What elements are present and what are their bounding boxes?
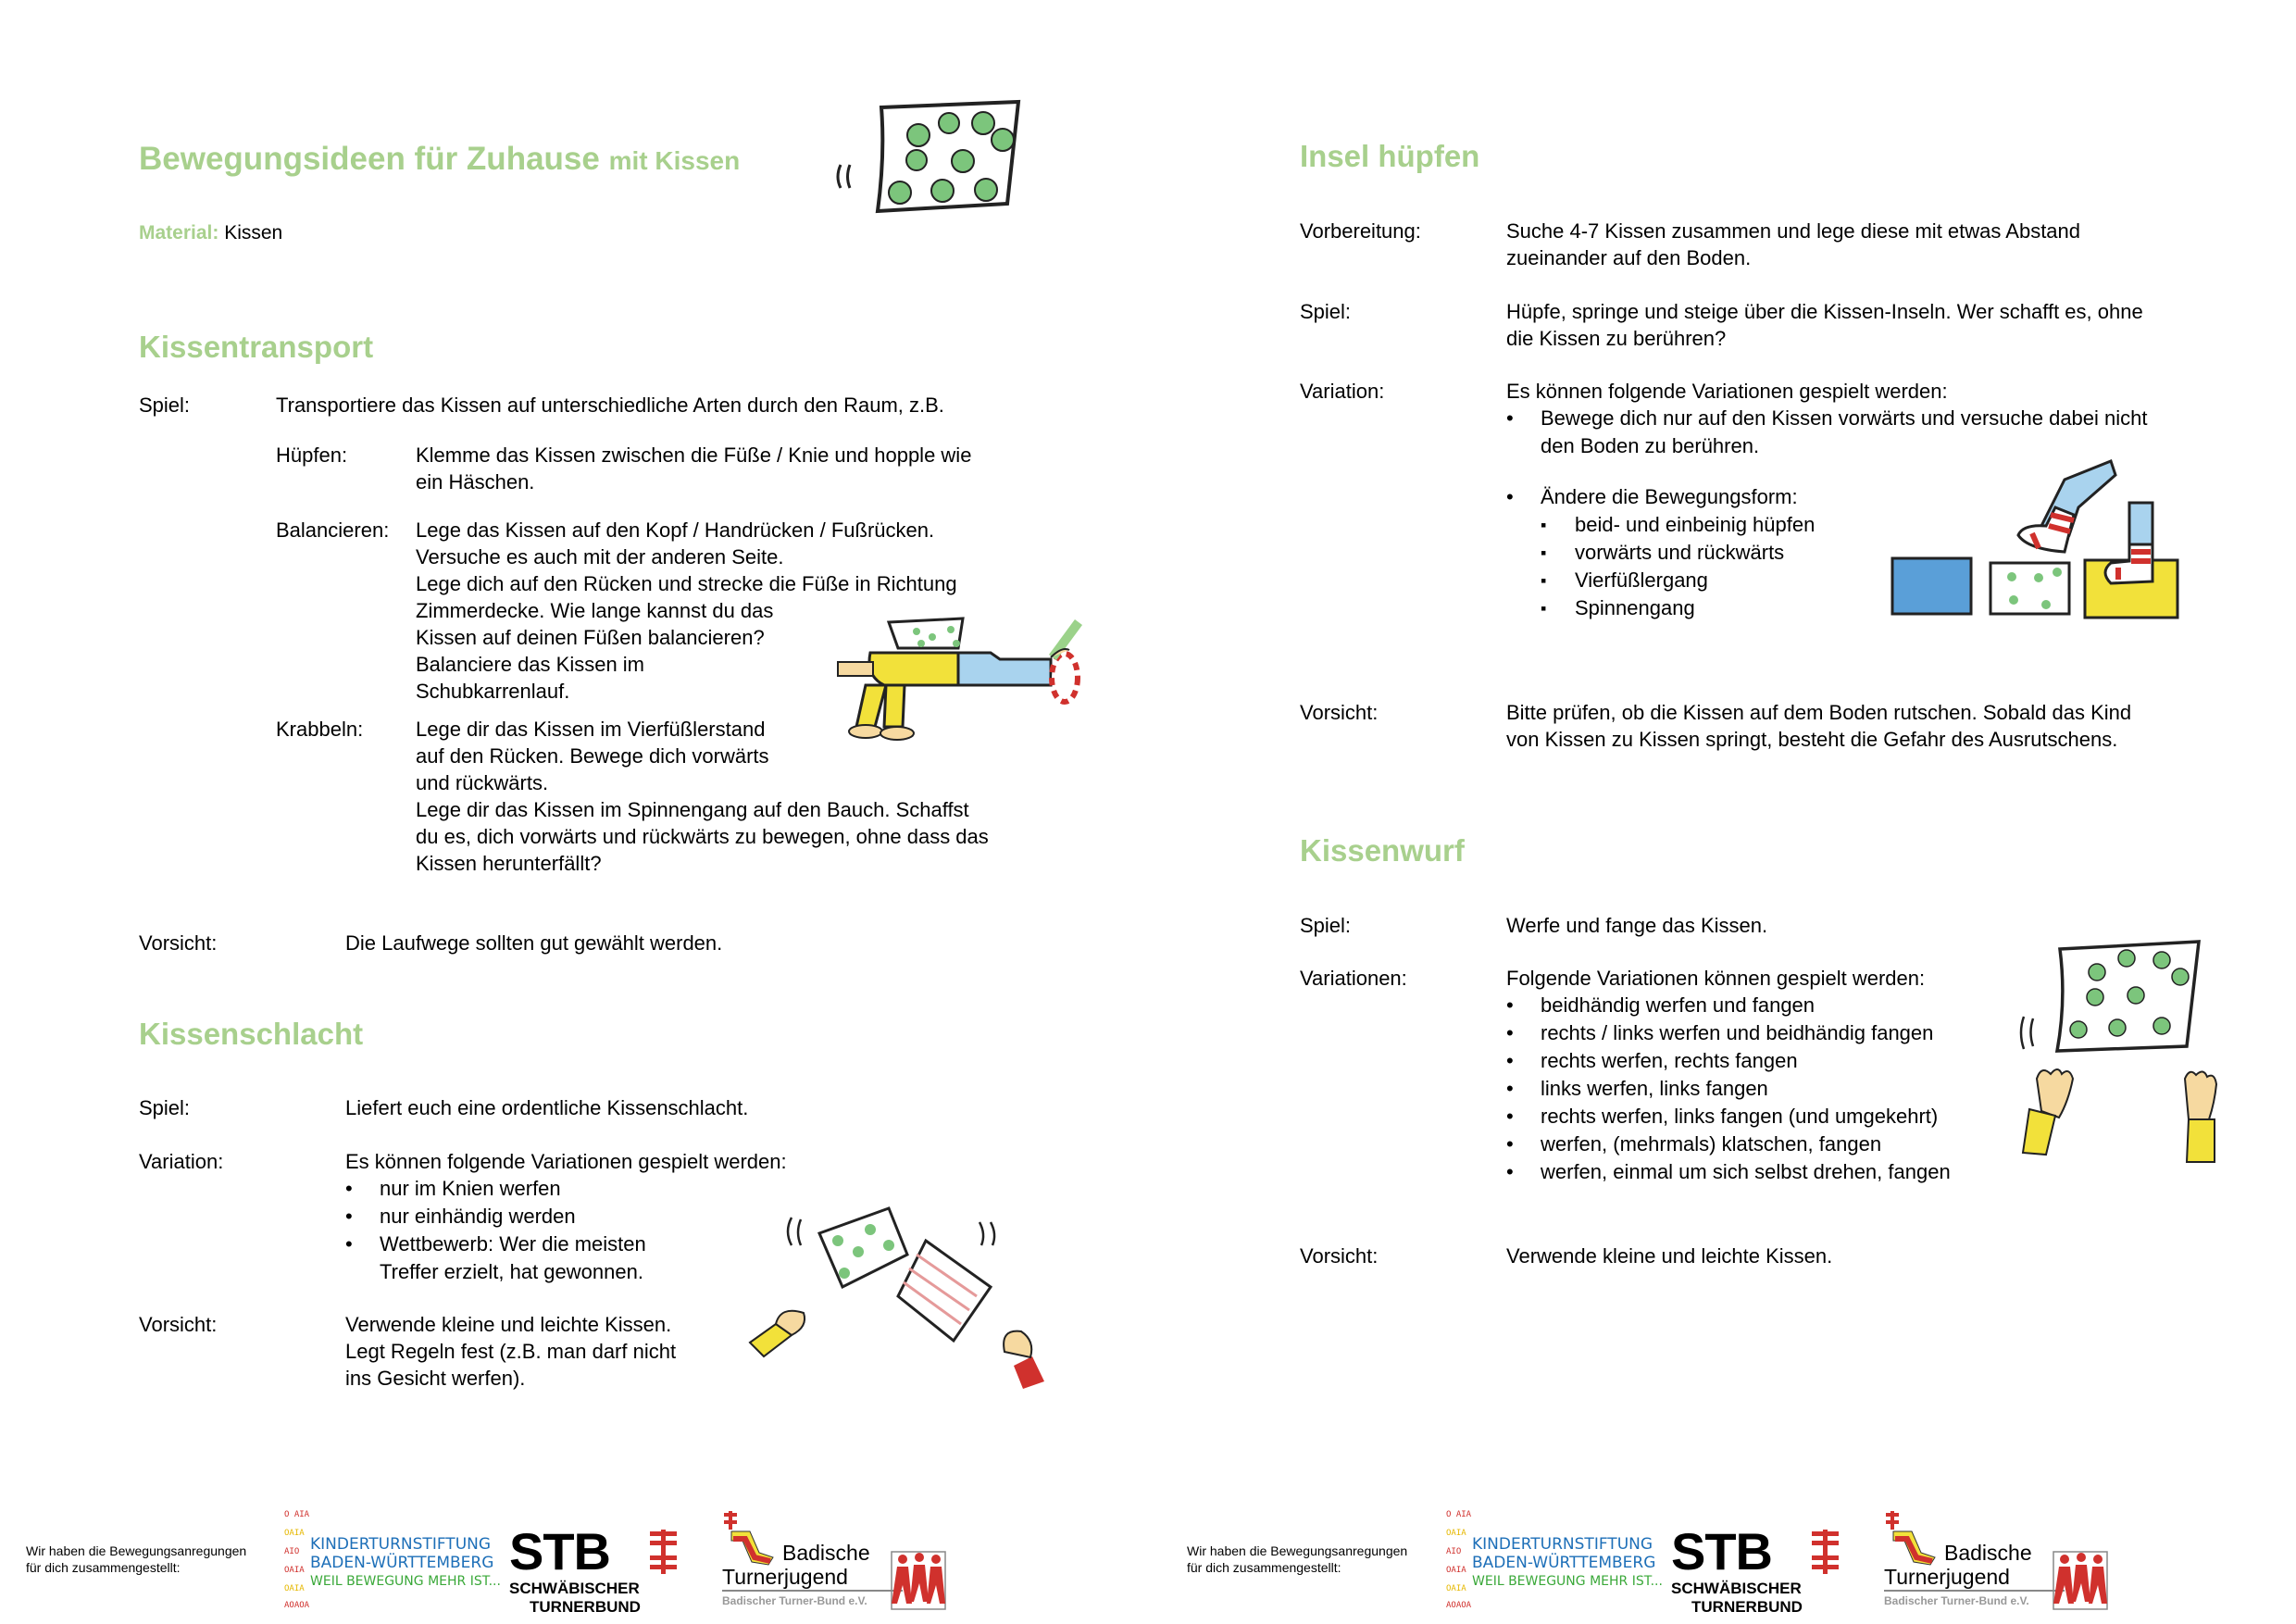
text-line: auf den Rücken. Bewege dich vorwärts	[416, 744, 769, 768]
list-item: • rechts / links werfen und beidhändig fangen	[1506, 1019, 1951, 1047]
svg-text:OAIA: OAIA	[284, 1566, 305, 1575]
label-spiel: Spiel:	[1300, 300, 1352, 323]
text-spiel: Werfe und fange das Kissen.	[1506, 914, 1768, 937]
text-line: für dich zusammengestellt:	[1187, 1560, 1341, 1575]
label-spiel: Spiel:	[139, 394, 191, 417]
logo-text-line: WEIL BEWEGUNG MEHR IST...	[1472, 1574, 1663, 1589]
text-line: Versuche es auch mit der anderen Seite.	[416, 545, 784, 568]
variation-intro: Folgende Variationen können gespielt werden:	[1506, 967, 1926, 990]
list-item: • rechts werfen, links fangen (und umgekehrt)	[1506, 1103, 1951, 1131]
label-spiel: Spiel:	[139, 1096, 191, 1119]
title-main: Bewegungsideen für Zuhause	[139, 141, 600, 177]
label-vorsicht: Vorsicht:	[139, 931, 218, 955]
variation-intro: Es können folgende Variationen gespielt werden:	[1506, 380, 1948, 403]
turner-cross-icon	[650, 1530, 678, 1574]
variation-list	[345, 1175, 787, 1258]
list-item: • nur einhändig werden	[345, 1203, 787, 1230]
text-line: Lege dich auf den Rücken und strecke die Füße in Richtung	[416, 572, 957, 595]
variation-intro: Es können folgende Variationen gespielt werden:	[345, 1150, 787, 1173]
variation-list	[1506, 992, 1951, 1186]
svg-text:OAIA: OAIA	[284, 1529, 305, 1538]
text-line: Hüpfe, springe und steige über die Kissen-Inseln. Wer schafft es, ohne	[1506, 300, 2143, 323]
svg-text:AOAOA: AOAOA	[284, 1601, 310, 1610]
island-hopping-illustration	[1879, 452, 2208, 628]
sub-list-item: ▪ beid- und einbeinig hüpfen	[1541, 511, 2148, 539]
label-variation: Variation:	[1300, 380, 1385, 403]
material-label: Material:	[139, 222, 219, 244]
text-line: ein Häschen.	[416, 470, 535, 493]
document-title	[139, 141, 740, 178]
list-item: • beidhändig werfen und fangen	[1506, 992, 1951, 1019]
pillow-fight-illustration	[750, 1204, 1065, 1389]
svg-text:AOAOA: AOAOA	[1446, 1601, 1472, 1610]
material-line	[139, 222, 282, 244]
label-spiel: Spiel:	[1300, 914, 1352, 937]
text-line: Suche 4-7 Kissen zusammen und lege diese mit etwas Abstand	[1506, 219, 2081, 243]
text-spiel: Transportiere das Kissen auf unterschiedliche Arten durch den Raum, z.B.	[276, 394, 944, 417]
label-balancieren: Balancieren:	[276, 518, 390, 542]
logo-text-line: Badische	[1944, 1541, 2032, 1565]
svg-text:OAIA: OAIA	[1446, 1529, 1466, 1538]
label-vorsicht: Vorsicht:	[1300, 1244, 1379, 1268]
logo-pattern-icon	[282, 1507, 310, 1609]
heading-kissenwurf: Kissenwurf	[1300, 833, 1465, 868]
heading-insel-huepfen: Insel hüpfen	[1300, 139, 1480, 173]
list-item: • links werfen, links fangen	[1506, 1075, 1951, 1103]
label-krabbeln: Krabbeln:	[276, 718, 364, 741]
btj-wave-icon	[1884, 1511, 1940, 1567]
text-vorsicht	[345, 1311, 676, 1392]
text-spiel	[1506, 298, 2143, 352]
text-line: Lege das Kissen auf den Kopf / Handrücken / Fußrücken.	[416, 518, 935, 542]
text-line: Schubkarrenlauf.	[416, 680, 570, 703]
gymnasts-icon	[2046, 1548, 2111, 1611]
text-line: Legt Regeln fest (z.B. man darf nicht	[345, 1340, 677, 1363]
list-item: • Wettbewerb: Wer die meisten	[345, 1230, 787, 1258]
list-item: • werfen, einmal um sich selbst drehen, fangen	[1506, 1158, 1951, 1186]
logo-text-line: KINDERTURNSTIFTUNG	[310, 1535, 492, 1554]
list-item: • Ändere die Bewegungsform:	[1506, 483, 2148, 511]
logo-stb[interactable]	[1671, 1522, 1803, 1617]
svg-text:O AIA: O AIA	[284, 1510, 310, 1519]
footer-credit	[1187, 1543, 1407, 1576]
text-line: ins Gesicht werfen).	[345, 1367, 526, 1390]
list-item: • rechts werfen, rechts fangen	[1506, 1047, 1951, 1075]
sub-list-item: ▪ Vierfüßlergang	[1541, 567, 2148, 594]
text-line: die Kissen zu berühren?	[1506, 327, 1727, 350]
text-line: Kissen herunterfällt?	[416, 852, 602, 875]
logo-text-line: Turnerjugend	[722, 1565, 848, 1589]
logo-stb[interactable]	[509, 1522, 641, 1617]
title-suffix: mit Kissen	[608, 146, 741, 175]
logo-stb-main: STB	[509, 1522, 610, 1580]
logo-pattern-icon	[1444, 1507, 1472, 1609]
heading-kissentransport: Kissentransport	[139, 330, 374, 364]
svg-text:OAIA: OAIA	[284, 1584, 305, 1593]
text-line: Bitte prüfen, ob die Kissen auf dem Boden rutschen. Sobald das Kind	[1506, 701, 2132, 724]
wheelbarrow-illustration	[829, 611, 1106, 741]
sub-list-item: ▪ Spinnengang	[1541, 594, 2148, 622]
logo-text-line: BADEN-WÜRTTEMBERG	[310, 1554, 494, 1572]
text-line: Verwende kleine und leichte Kissen.	[345, 1313, 672, 1336]
variation-block	[1506, 965, 1951, 1186]
label-variationen: Variationen:	[1300, 967, 1407, 990]
svg-text:O AIA: O AIA	[1446, 1510, 1472, 1519]
turner-cross-icon	[1812, 1530, 1840, 1574]
footer-credit	[26, 1543, 246, 1576]
logo-text-line: BADEN-WÜRTTEMBERG	[1472, 1554, 1656, 1572]
logo-text-line: TURNERBUND	[1691, 1598, 1803, 1616]
btj-wave-icon	[722, 1511, 778, 1567]
variation-block	[345, 1148, 787, 1285]
gymnasts-icon	[884, 1548, 949, 1611]
svg-text:AIO: AIO	[284, 1547, 300, 1556]
list-item: • Bewege dich nur auf den Kissen vorwärts und versuche dabei nicht	[1506, 405, 2148, 432]
text-line: Wir haben die Bewegungsanregungen	[1187, 1543, 1408, 1558]
pillow-throw-illustration	[2018, 940, 2231, 1171]
label-vorbereitung: Vorbereitung:	[1300, 219, 1421, 243]
text-line: zueinander auf den Boden.	[1506, 246, 1752, 269]
logo-stb-main: STB	[1671, 1522, 1772, 1580]
label-variation: Variation:	[139, 1150, 224, 1173]
text-line: Lege dir das Kissen im Vierfüßlerstand	[416, 718, 766, 741]
text-line: du es, dich vorwärts und rückwärts zu bewegen, ohne dass das	[416, 825, 989, 848]
logo-text-line: Badische	[782, 1541, 870, 1565]
list-item-continuation: den Boden zu berühren.	[1541, 434, 1760, 457]
text-huepfen	[416, 442, 971, 495]
svg-text:OAIA: OAIA	[1446, 1584, 1466, 1593]
label-huepfen: Hüpfen:	[276, 443, 348, 467]
sub-list-item: ▪ vorwärts und rückwärts	[1541, 539, 2148, 567]
text-vorbereitung	[1506, 218, 2080, 271]
text-line: und rückwärts.	[416, 771, 549, 794]
text-line: von Kissen zu Kissen springt, besteht die Gefahr des Ausrutschens.	[1506, 728, 2118, 751]
logo-text-line: KINDERTURNSTIFTUNG	[1472, 1535, 1653, 1554]
logo-text-line: SCHWÄBISCHER	[1671, 1580, 1802, 1597]
pillow-illustration	[833, 100, 1028, 220]
logo-text-line: TURNERBUND	[530, 1598, 641, 1616]
label-vorsicht: Vorsicht:	[1300, 701, 1379, 724]
text-spiel: Liefert euch eine ordentliche Kissenschlacht.	[345, 1096, 749, 1119]
label-vorsicht: Vorsicht:	[139, 1313, 218, 1336]
material-value: Kissen	[224, 222, 283, 244]
text-vorsicht	[1506, 699, 2131, 753]
logo-subtitle: Badischer Turner-Bund e.V.	[722, 1594, 867, 1607]
text-line: für dich zusammengestellt:	[26, 1560, 181, 1575]
logo-text-line: Turnerjugend	[1884, 1565, 2010, 1589]
svg-text:OAIA: OAIA	[1446, 1566, 1466, 1575]
text-vorsicht: Verwende kleine und leichte Kissen.	[1506, 1244, 1833, 1268]
variation-list	[1506, 405, 2148, 432]
text-vorsicht: Die Laufwege sollten gut gewählt werden.	[345, 931, 723, 955]
svg-text:AIO: AIO	[1446, 1547, 1462, 1556]
heading-kissenschlacht: Kissenschlacht	[139, 1017, 364, 1051]
text-line: Zimmerdecke. Wie lange kannst du das	[416, 599, 774, 622]
text-line: Kissen auf deinen Füßen balancieren?	[416, 626, 765, 649]
logo-subtitle: Badischer Turner-Bund e.V.	[1884, 1594, 2029, 1607]
text-line: Lege dir das Kissen im Spinnengang auf den Bauch. Schaffst	[416, 798, 969, 821]
list-item: • nur im Knien werfen	[345, 1175, 787, 1203]
list-item-continuation: Treffer erzielt, hat gewonnen.	[380, 1260, 643, 1283]
logo-text-line: SCHWÄBISCHER	[509, 1580, 640, 1597]
list-item: • werfen, (mehrmals) klatschen, fangen	[1506, 1131, 1951, 1158]
text-line: Klemme das Kissen zwischen die Füße / Knie und hopple wie	[416, 443, 972, 467]
logo-text-line: WEIL BEWEGUNG MEHR IST...	[310, 1574, 501, 1589]
text-line: Wir haben die Bewegungsanregungen	[26, 1543, 247, 1558]
text-line: Balanciere das Kissen im	[416, 653, 645, 676]
